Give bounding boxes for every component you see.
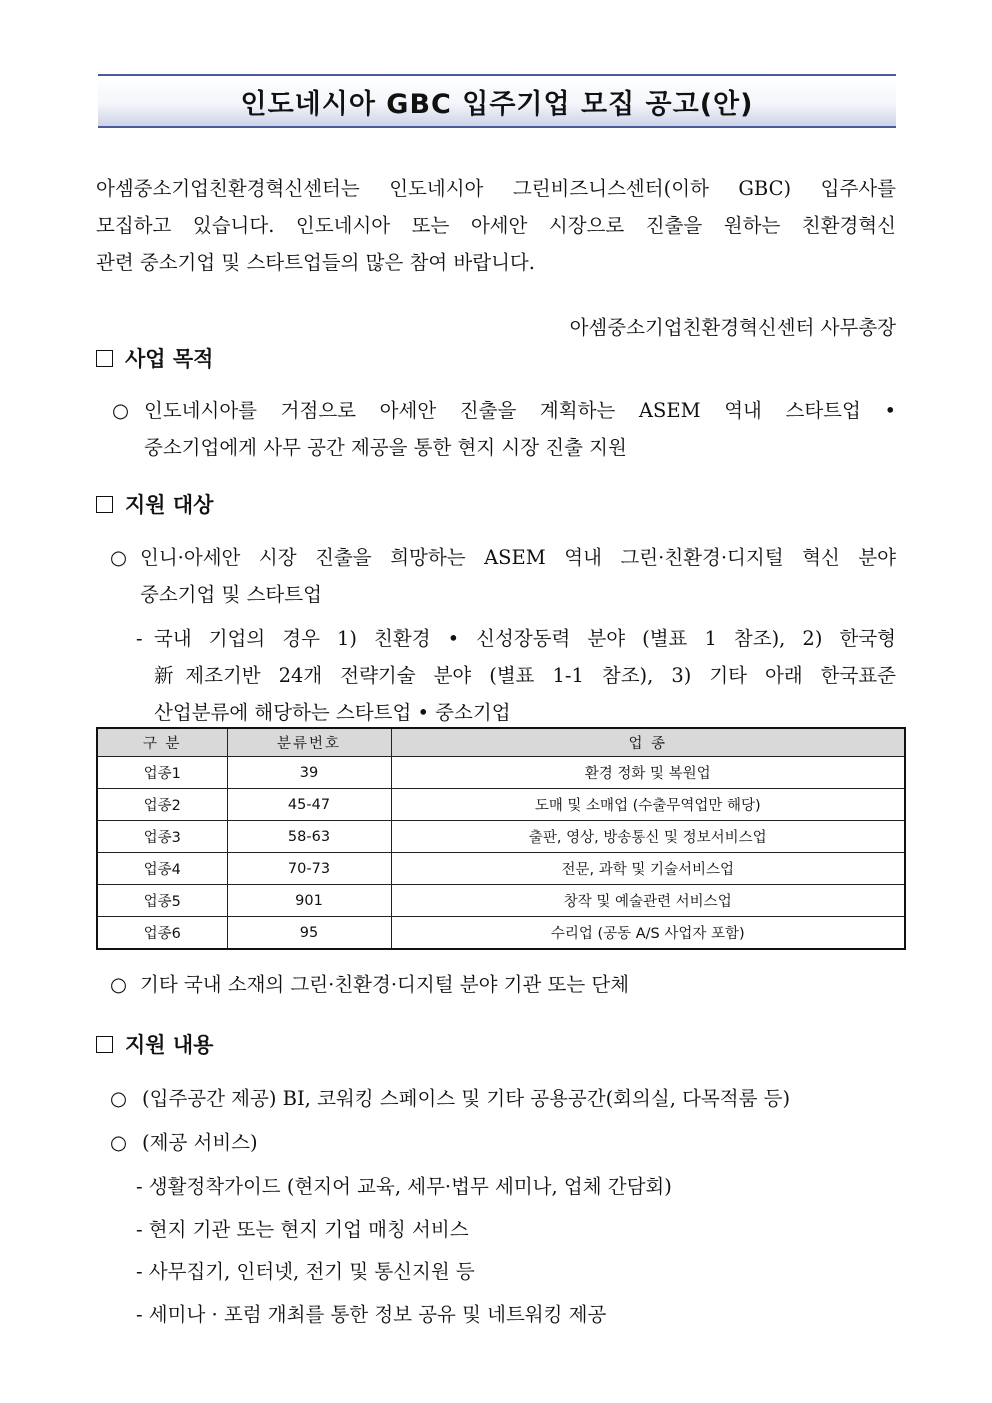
checkbox-square-icon [96,496,113,513]
circle-bullet-icon: ○ [110,973,128,996]
sub-line: 국내 기업의 경우 1) 친환경 • 신성장동력 분야 (별표 1 참조), 2) 한국형 [154,627,896,650]
sub-line: 新제조기반 24개 전략기술 분야 (별표 1-1 참조), 3) 기타 아래 한국표준 [154,664,896,687]
section-heading-content [96,1029,213,1059]
table-row [97,821,905,853]
table-row [97,757,905,789]
intro-line: 모집하고 있습니다. 인도네시아 또는 아세안 시장으로 진출을 원하는 친환경혁신 [96,214,896,237]
intro-line: 아셈중소기업친환경혁신센터는 인도네시아 그린비즈니스센터(이하 GBC) 입주사를 [96,177,896,200]
table-cell: 70-73 [227,853,391,885]
title-banner [98,74,896,128]
table-cell: 업종3 [97,821,227,853]
circle-bullet-icon: ○ [110,1131,128,1154]
bullet-line: 인도네시아를 거점으로 아세안 진출을 계획하는 ASEM 역내 스타트업 • [144,399,896,422]
target-bullet-other [110,966,896,1003]
table-cell: 업종6 [97,917,227,950]
industry-table [96,727,906,950]
table-cell: 901 [227,885,391,917]
table-cell: 창작 및 예술관련 서비스업 [391,885,905,917]
table-row [97,789,905,821]
checkbox-square-icon [96,1036,113,1053]
circle-bullet-icon: ○ [112,399,130,422]
table-row [97,917,905,950]
table-header-row [97,728,905,757]
list-item: - 현지 기관 또는 현지 기업 매칭 서비스 [136,1217,469,1241]
table-cell: 업종2 [97,789,227,821]
list-item: - 세미나 · 포럼 개최를 통한 정보 공유 및 네트워킹 제공 [136,1302,607,1326]
section-heading-purpose [96,343,213,373]
intro-paragraph [96,170,896,281]
circle-bullet-icon: ○ [110,1087,128,1110]
bullet-line: (제공 서비스) [142,1131,258,1154]
column-header: 업 종 [391,728,905,757]
section-heading-text: 사업 목적 [125,346,214,371]
table-cell: 도매 및 소매업 (수출무역업만 해당) [391,789,905,821]
table-row [97,853,905,885]
services-list [136,1166,896,1336]
list-item: - 사무집기, 인터넷, 전기 및 통신지원 등 [136,1260,475,1283]
table-cell: 업종4 [97,853,227,885]
table-cell: 출판, 영상, 방송통신 및 정보서비스업 [391,821,905,853]
bullet-line: 인니·아세안 시장 진출을 희망하는 ASEM 역내 그린·친환경·디지털 혁신 분야 [140,546,896,569]
sub-line: 산업분류에 해당하는 스타트업 • 중소기업 [154,701,511,724]
column-header: 분류번호 [227,728,391,757]
checkbox-square-icon [96,350,113,367]
circle-bullet-icon: ○ [110,546,128,569]
table-cell: 환경 정화 및 복원업 [391,757,905,789]
dash-bullet: - [136,627,143,650]
target-sub-item [136,620,896,731]
column-header: 구 분 [97,728,227,757]
bullet-line: 중소기업에게 사무 공간 제공을 통한 현지 시장 진출 지원 [144,436,627,459]
content-bullet-space [110,1080,896,1117]
bullet-line: (입주공간 제공) BI, 코워킹 스페이스 및 기타 공용공간(회의실, 다목적룸 등) [142,1087,791,1110]
table-cell: 58-63 [227,821,391,853]
table-cell: 39 [227,757,391,789]
section-heading-text: 지원 대상 [125,492,214,517]
target-bullet [110,539,896,613]
table-cell: 업종5 [97,885,227,917]
section-heading-target [96,489,213,519]
table-cell: 수리업 (공동 A/S 사업자 포함) [391,917,905,950]
section-heading-text: 지원 내용 [125,1032,214,1057]
content-bullet-services [110,1124,896,1161]
table-cell: 45-47 [227,789,391,821]
signature: 아셈중소기업친환경혁신센터 사무총장 [569,316,896,339]
table-row [97,885,905,917]
intro-line: 관련 중소기업 및 스타트업들의 많은 참여 바랍니다. [96,251,535,274]
purpose-bullet [112,392,896,466]
bullet-line: 기타 국내 소재의 그린·친환경·디지털 분야 기관 또는 단체 [140,973,630,996]
table-cell: 전문, 과학 및 기술서비스업 [391,853,905,885]
page-title: 인도네시아 GBC 입주기업 모집 공고(안) [240,88,754,120]
table-cell: 95 [227,917,391,950]
list-item: - 생활정착가이드 (현지어 교육, 세무·법무 세미나, 업체 간담회) [136,1175,672,1198]
bullet-line: 중소기업 및 스타트업 [140,583,322,606]
table-cell: 업종1 [97,757,227,789]
